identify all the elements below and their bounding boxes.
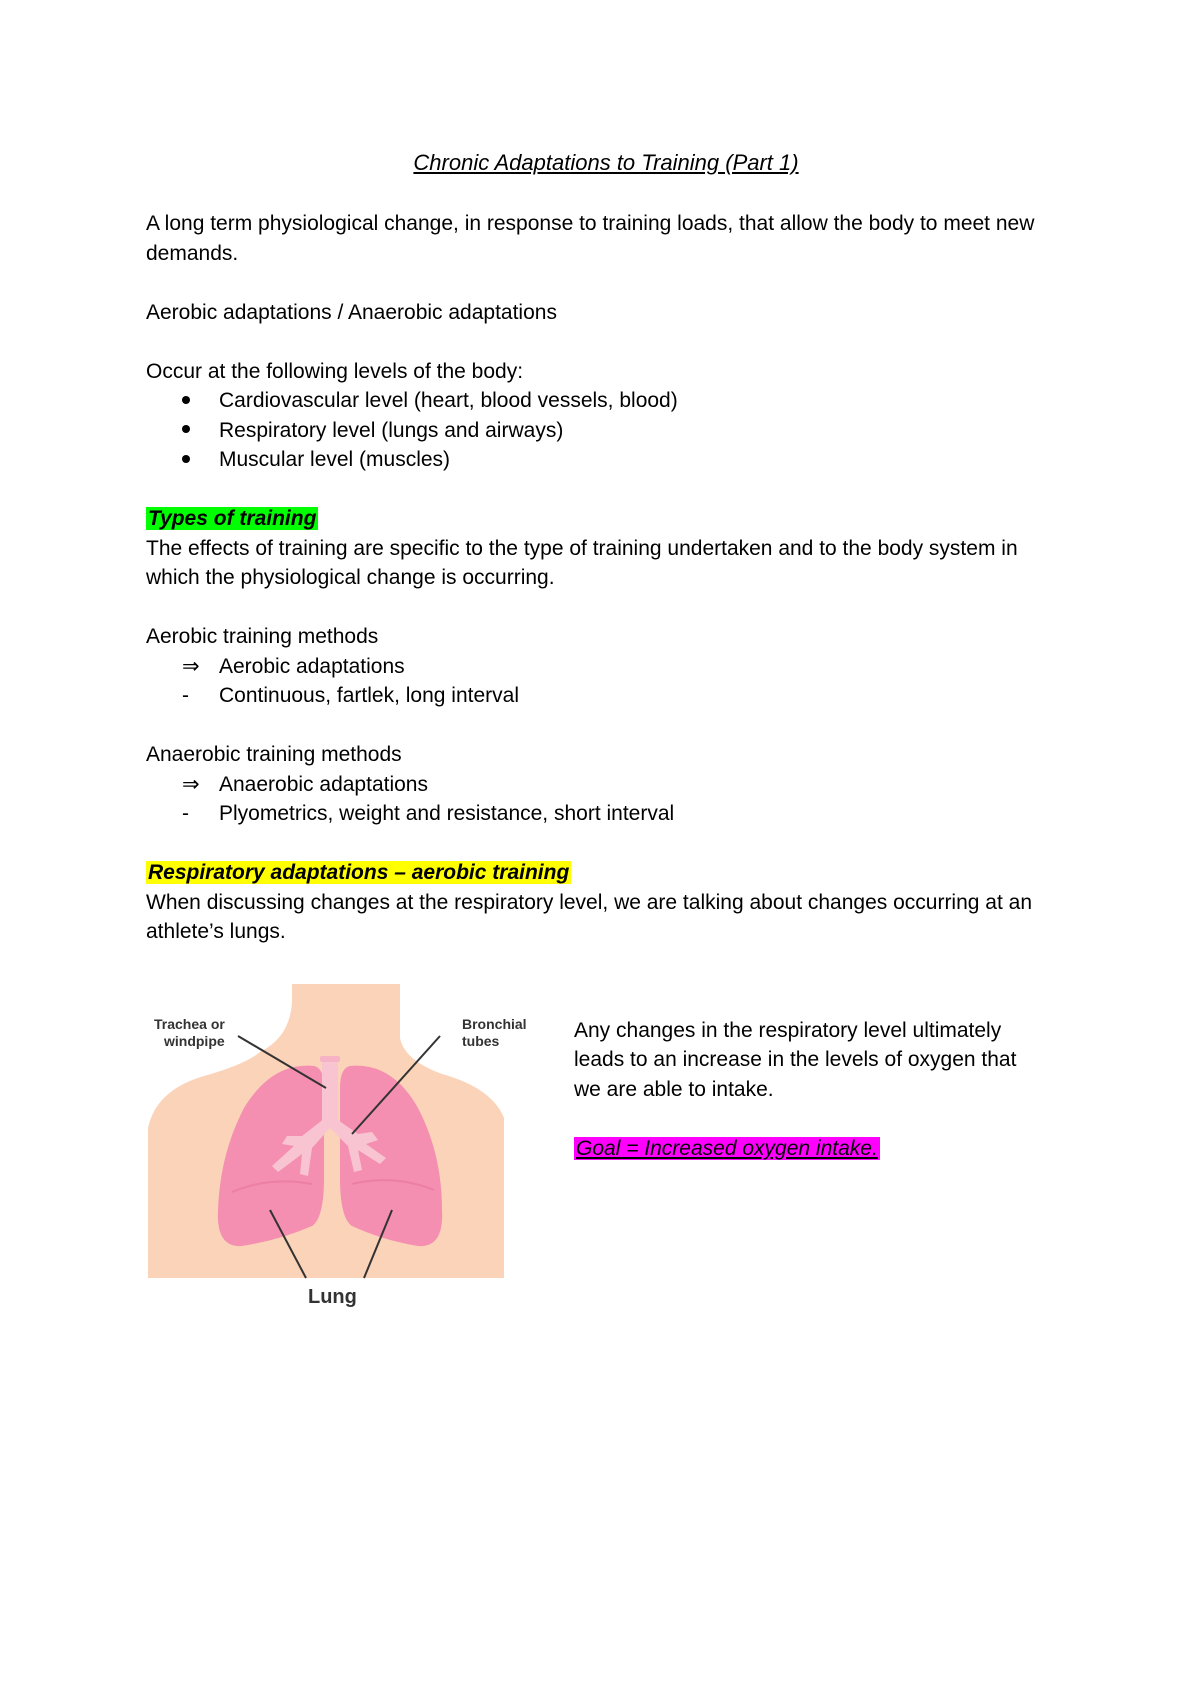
goal-highlight: Goal = Increased oxygen intake. [576, 1136, 878, 1160]
definition-paragraph: A long term physiological change, in response to training loads, that allow the body to meet new demands. [146, 212, 1035, 265]
aerobic-heading: Aerobic training methods [146, 625, 379, 648]
list-item: Respiratory level (lungs and airways) [146, 416, 1066, 446]
list-item: Cardiovascular level (heart, blood vessels, blood) [146, 386, 1066, 416]
goal-line [574, 1134, 1044, 1164]
types-paragraph: The effects of training are specific to the type of training undertaken and to the body system in which the physiological change is occurring. [146, 536, 1018, 589]
side-paragraph: Any changes in the respiratory level ultimately leads to an increase in the levels of oxygen that we are able to intake. [574, 1018, 1017, 1101]
respiratory-heading-line [146, 858, 1066, 888]
list-item: ⇒ Aerobic adaptations [146, 652, 1066, 682]
list-item: ⇒ Anaerobic adaptations [146, 770, 1066, 800]
arrow-icon: ⇒ [182, 654, 200, 678]
anaerobic-list [146, 770, 1066, 829]
bullet-icon [182, 416, 212, 446]
lung-label: Lung [308, 1285, 357, 1308]
arrow-icon: ⇒ [182, 772, 200, 796]
dash-icon: - [182, 802, 189, 825]
levels-intro: Occur at the following levels of the body: [146, 359, 524, 383]
types-heading: Types of training [148, 507, 317, 530]
page-title: Chronic Adaptations to Training (Part 1) [413, 150, 799, 175]
bullet-icon [182, 445, 212, 475]
respiratory-heading: Respiratory adaptations – aerobic training [148, 861, 570, 884]
levels-list [146, 386, 1066, 475]
list-item: - Plyometrics, weight and resistance, short interval [146, 799, 1066, 829]
bronchial-label-line-2: tubes [462, 1032, 500, 1049]
adaptation-types-line: Aerobic adaptations / Anaerobic adaptations [146, 300, 557, 324]
bullet-icon [182, 386, 212, 416]
list-item: - Continuous, fartlek, long interval [146, 681, 1066, 711]
types-heading-line [146, 504, 1066, 534]
figure-side-text [574, 1016, 1044, 1164]
respiratory-paragraph: When discussing changes at the respiratory level, we are talking about changes occurring at an athlete’s lungs. [146, 890, 1032, 943]
list-item: Muscular level (muscles) [146, 445, 1066, 475]
figure-row [146, 978, 1066, 1328]
anaerobic-heading: Anaerobic training methods [146, 743, 402, 766]
trachea-shape [322, 1058, 338, 1128]
document-content [146, 148, 1066, 1328]
bronchial-label-line-1: Bronchial [462, 1015, 527, 1032]
aerobic-list [146, 652, 1066, 711]
lung-diagram-image [142, 978, 542, 1328]
trachea-label-line-1: Trachea or [154, 1015, 225, 1032]
dash-icon: - [182, 684, 189, 707]
trachea-label-line-2: windpipe [164, 1032, 225, 1049]
